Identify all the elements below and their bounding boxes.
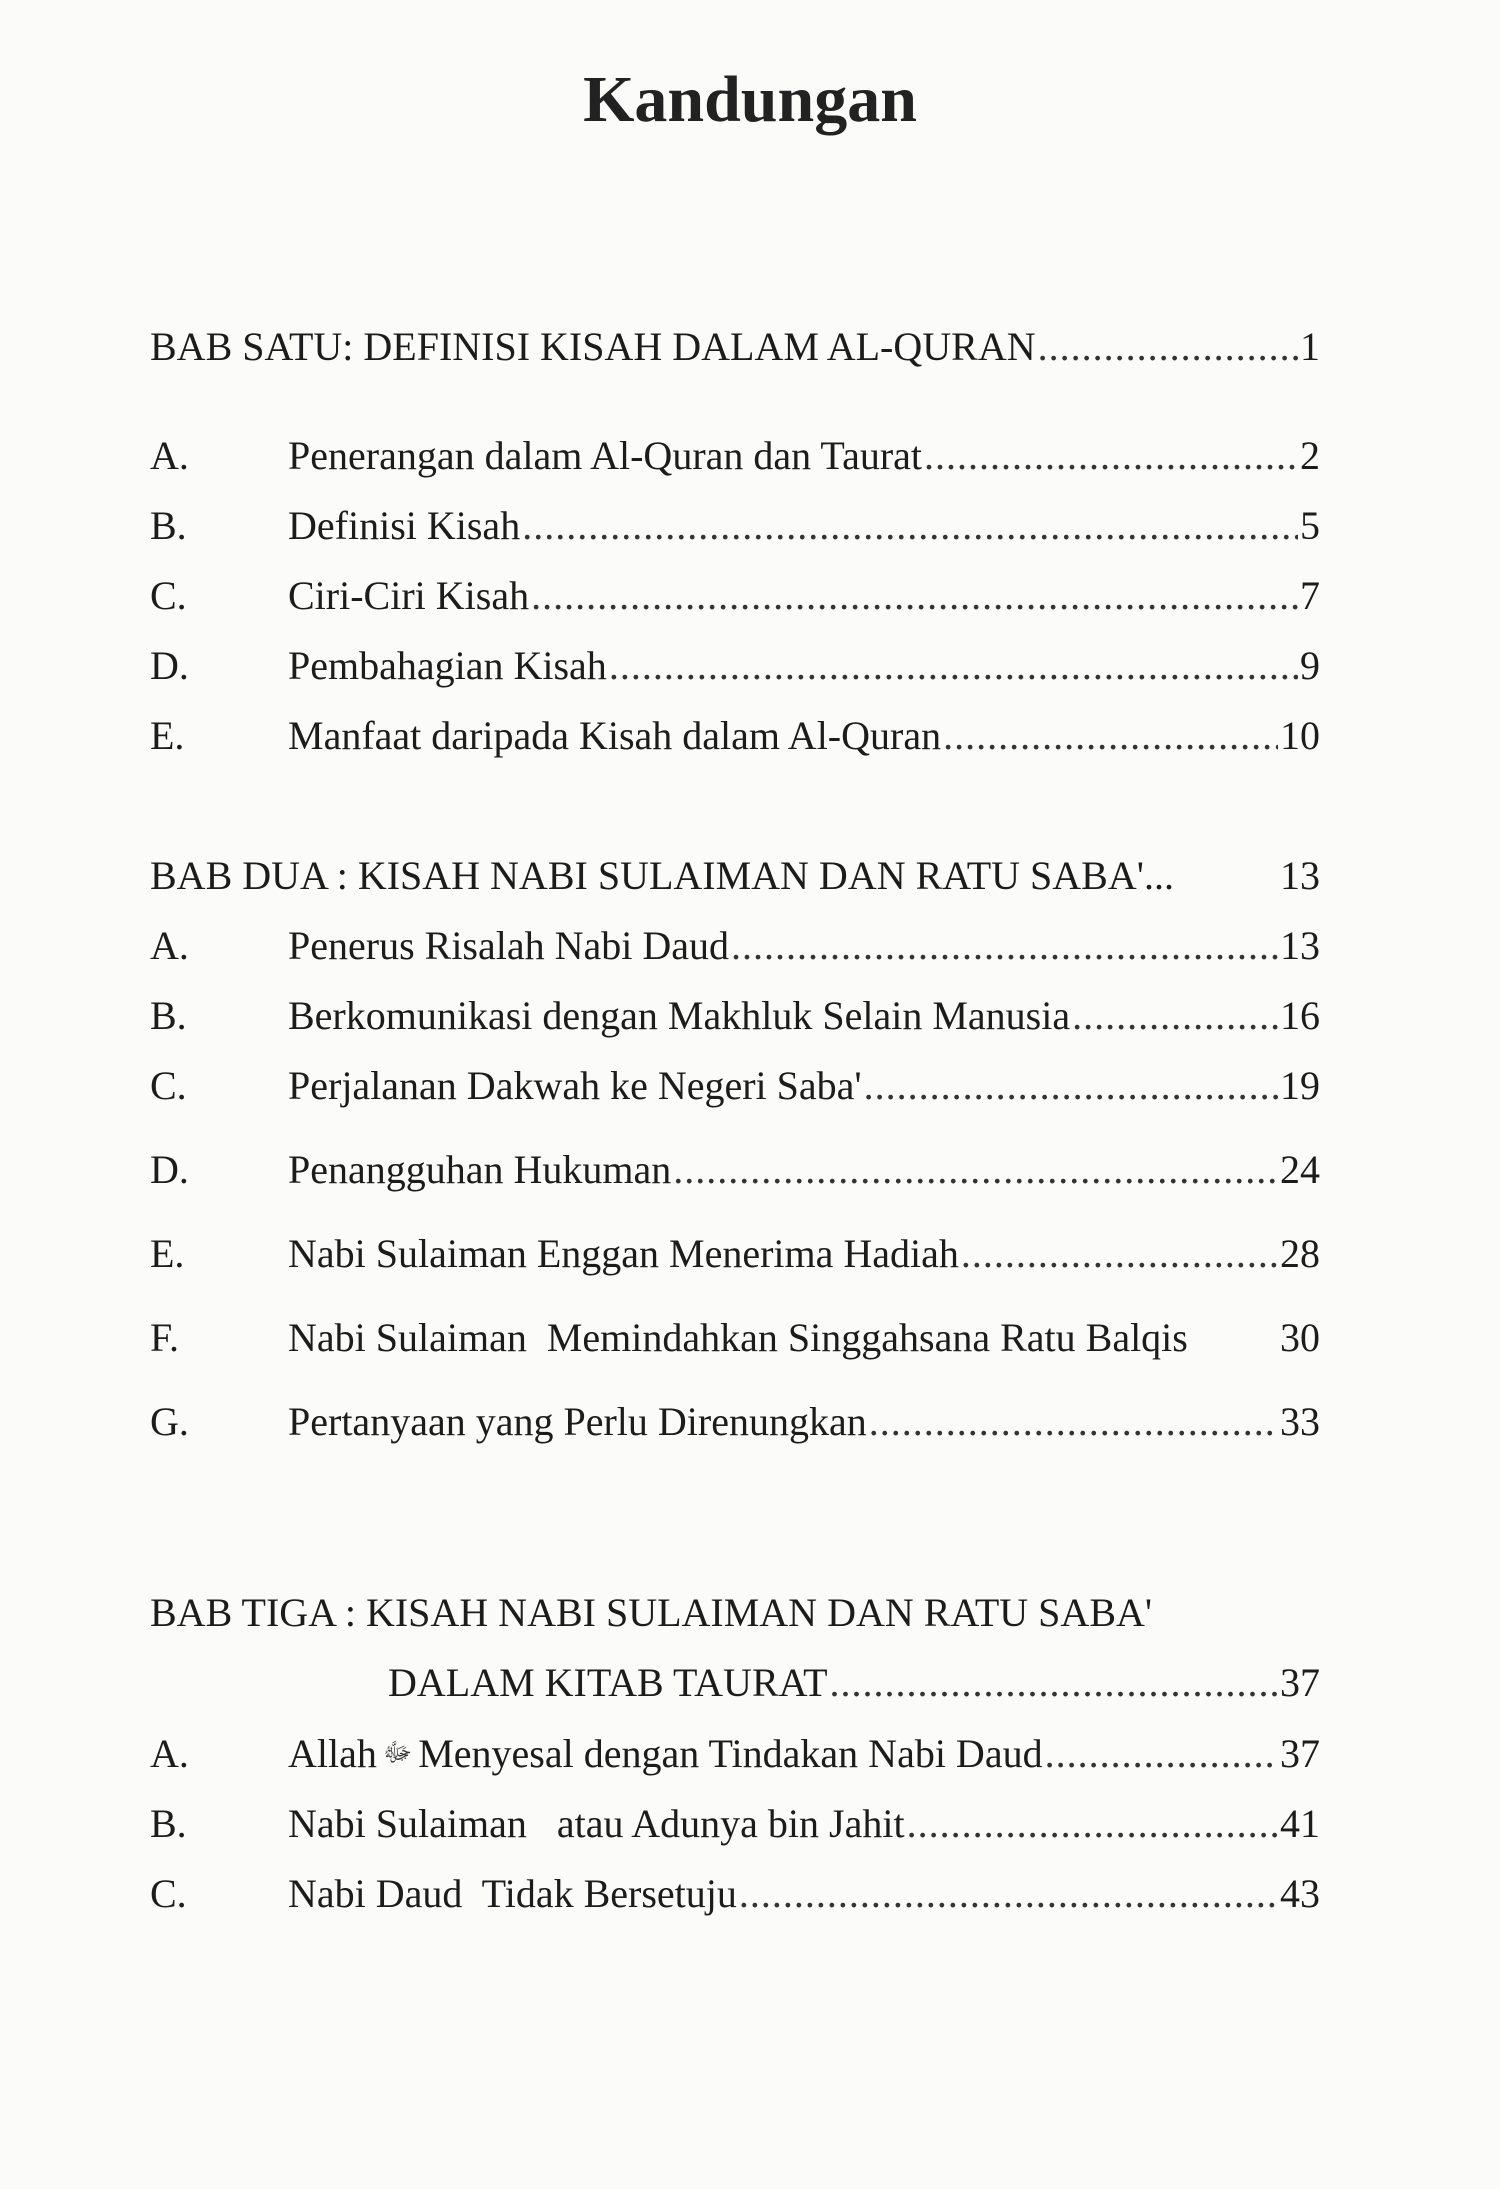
dot-leader bbox=[907, 1799, 1278, 1849]
entry-title: Pembahagian Kisah bbox=[288, 643, 607, 688]
toc-entry[interactable] bbox=[150, 641, 1320, 691]
entry-letter: D. bbox=[150, 1147, 189, 1192]
page-number: 13 bbox=[1280, 853, 1320, 898]
page-title: Kandungan bbox=[583, 63, 917, 136]
entry-letter: G. bbox=[150, 1399, 189, 1444]
page-number: 37 bbox=[1280, 1660, 1320, 1705]
toc-entry[interactable] bbox=[150, 1869, 1320, 1919]
page-number: 1 bbox=[1300, 324, 1320, 369]
dot-leader bbox=[864, 1061, 1278, 1111]
entry-title: Penerus Risalah Nabi Daud bbox=[288, 923, 730, 968]
dot-leader bbox=[731, 921, 1278, 971]
toc-entry[interactable] bbox=[150, 921, 1320, 971]
entry-letter: E. bbox=[150, 1231, 185, 1276]
honorific-symbol: ﷻ bbox=[382, 1738, 413, 1768]
chapter-2 bbox=[150, 851, 1320, 1447]
entry-letter: B. bbox=[150, 993, 187, 1038]
page-number: 33 bbox=[1280, 1399, 1320, 1444]
page-number: 24 bbox=[1280, 1147, 1320, 1192]
chapter-heading[interactable] bbox=[150, 322, 1320, 372]
entry-letter: A. bbox=[150, 433, 189, 478]
dot-leader bbox=[830, 1658, 1278, 1708]
chapter-title: BAB DUA : KISAH NABI SULAIMAN DAN RATU SABA'... bbox=[150, 853, 1174, 898]
dot-leader bbox=[961, 1229, 1278, 1279]
entry-title: Pertanyaan yang Perlu Direnungkan bbox=[288, 1399, 867, 1444]
dot-leader bbox=[924, 431, 1298, 481]
page-number: 13 bbox=[1280, 923, 1320, 968]
entry-title: Berkomunikasi dengan Makhluk Selain Manusia bbox=[288, 993, 1071, 1038]
dot-leader bbox=[943, 711, 1278, 761]
dot-leader bbox=[869, 1397, 1278, 1447]
entry-letter: C. bbox=[150, 1871, 187, 1916]
chapter-1-entries bbox=[150, 431, 1320, 761]
entry-title: Ciri-Ciri Kisah bbox=[288, 573, 530, 618]
page-number: 19 bbox=[1280, 1063, 1320, 1108]
dot-leader bbox=[739, 1869, 1278, 1919]
chapter-3 bbox=[150, 1588, 1320, 1919]
toc-entry[interactable] bbox=[150, 1145, 1320, 1195]
entry-title: Definisi Kisah bbox=[288, 503, 521, 548]
page-number: 30 bbox=[1280, 1315, 1320, 1360]
entry-title: Perjalanan Dakwah ke Negeri Saba' bbox=[288, 1063, 862, 1108]
entry-letter: A. bbox=[150, 1731, 189, 1776]
entry-title: Nabi Daud Tidak Bersetuju bbox=[288, 1871, 737, 1916]
toc-entry[interactable] bbox=[150, 1799, 1320, 1849]
page-number: 5 bbox=[1300, 503, 1320, 548]
entry-title bbox=[288, 1728, 1043, 1779]
page-number: 10 bbox=[1280, 713, 1320, 758]
entry-letter: C. bbox=[150, 1063, 187, 1108]
page-number: 37 bbox=[1280, 1731, 1320, 1776]
dot-leader bbox=[609, 641, 1298, 691]
toc-entry[interactable] bbox=[150, 1061, 1320, 1111]
chapter-title: BAB SATU: DEFINISI KISAH DALAM AL-QURAN bbox=[150, 324, 1036, 369]
dot-leader bbox=[673, 1145, 1278, 1195]
page-number: 7 bbox=[1300, 573, 1320, 618]
page-number: 28 bbox=[1280, 1231, 1320, 1276]
entry-letter: C. bbox=[150, 573, 187, 618]
entry-title: Nabi Sulaiman Enggan Menerima Hadiah bbox=[288, 1231, 959, 1276]
toc-entry[interactable] bbox=[150, 991, 1320, 1041]
toc-entry[interactable] bbox=[150, 1397, 1320, 1447]
entry-letter: D. bbox=[150, 643, 189, 688]
toc-entry[interactable] bbox=[150, 571, 1320, 621]
entry-title-pre: Allah bbox=[288, 1731, 377, 1776]
dot-leader bbox=[522, 501, 1298, 551]
entry-title: Penangguhan Hukuman bbox=[288, 1147, 672, 1192]
dot-leader bbox=[531, 571, 1298, 621]
page-number: 9 bbox=[1300, 643, 1320, 688]
page-number: 16 bbox=[1280, 993, 1320, 1038]
dot-leader bbox=[1072, 991, 1278, 1041]
entry-title: Nabi Sulaiman Memindahkan Singgahsana Ratu Balqis bbox=[288, 1315, 1188, 1360]
entry-title: Penerangan dalam Al-Quran dan Taurat bbox=[288, 433, 923, 478]
toc-entry[interactable] bbox=[150, 1728, 1320, 1779]
page-number: 43 bbox=[1280, 1871, 1320, 1916]
chapter-title-continued: DALAM KITAB TAURAT bbox=[388, 1660, 828, 1705]
toc-entry[interactable] bbox=[150, 431, 1320, 481]
toc-entry[interactable] bbox=[150, 501, 1320, 551]
entry-letter: B. bbox=[150, 1801, 187, 1846]
entry-letter: E. bbox=[150, 713, 185, 758]
entry-title-post: Menyesal dengan Tindakan Nabi Daud bbox=[418, 1731, 1043, 1776]
entry-letter: A. bbox=[150, 923, 189, 968]
chapter-1 bbox=[150, 322, 1320, 372]
chapter-heading[interactable] bbox=[150, 1588, 1320, 1638]
entry-letter: F. bbox=[150, 1315, 180, 1360]
entry-title: Nabi Sulaiman atau Adunya bin Jahit bbox=[288, 1801, 905, 1846]
dot-leader bbox=[1045, 1729, 1278, 1779]
page-number: 2 bbox=[1300, 433, 1320, 478]
entry-title: Manfaat daripada Kisah dalam Al-Quran bbox=[288, 713, 942, 758]
chapter-heading[interactable] bbox=[150, 851, 1320, 901]
page-number: 41 bbox=[1280, 1801, 1320, 1846]
toc-entry[interactable] bbox=[150, 1313, 1320, 1363]
chapter-title: BAB TIGA : KISAH NABI SULAIMAN DAN RATU SABA' bbox=[150, 1590, 1153, 1635]
entry-letter: B. bbox=[150, 503, 187, 548]
toc-entry[interactable] bbox=[150, 1229, 1320, 1279]
chapter-heading-continued[interactable] bbox=[150, 1658, 1320, 1708]
toc-entry[interactable] bbox=[150, 711, 1320, 761]
dot-leader bbox=[1038, 322, 1298, 372]
